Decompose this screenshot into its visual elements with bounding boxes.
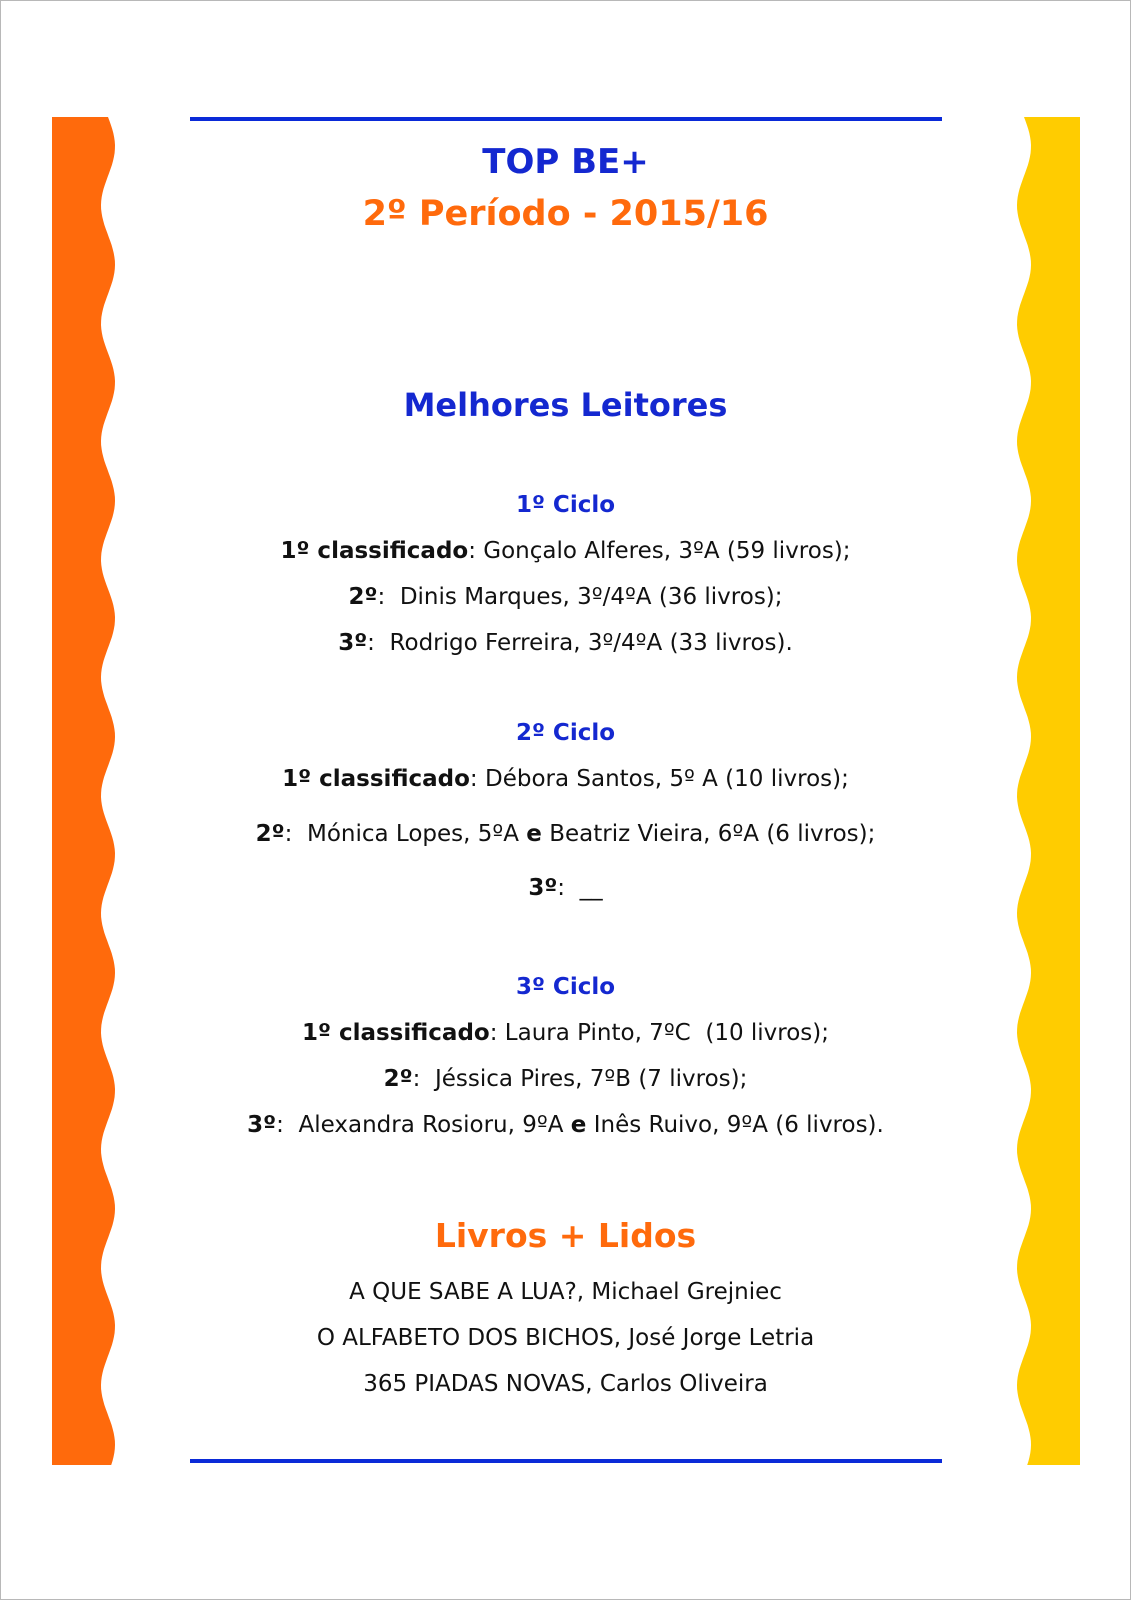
cycle2-entry-2 — [0, 823, 1131, 846]
rank-separator: : — [412, 1066, 435, 1092]
entry-text: Débora Santos, 5º A (10 livros); — [484, 766, 849, 792]
entry-text: Gonçalo Alferes, 3ºA (59 livros); — [483, 538, 851, 564]
entry-text: Laura Pinto, 7ºC (10 livros); — [504, 1020, 830, 1046]
book-item-3: 365 PIADAS NOVAS, Carlos Oliveira — [363, 1371, 768, 1397]
entry-joiner: e — [526, 821, 542, 847]
most-read-books-heading: Livros + Lidos — [434, 1216, 697, 1255]
page-period: 2º Período - 2015/16 — [362, 194, 769, 234]
rank-separator: : — [489, 1020, 505, 1046]
entry-text: Rodrigo Ferreira, 3º/4ºA (33 livros). — [389, 630, 793, 656]
book-item-1: A QUE SABE A LUA?, Michael Grejniec — [349, 1279, 782, 1305]
rank-label: 1º classificado — [280, 538, 469, 564]
rank-separator: : — [377, 584, 400, 610]
entry-text: Alexandra Rosioru, 9ºA — [298, 1112, 564, 1138]
rank-separator: : — [469, 766, 485, 792]
cycle3-entry-1 — [0, 1022, 1131, 1045]
best-readers-heading: Melhores Leitores — [403, 386, 728, 424]
cycle1-entry-2 — [0, 586, 1131, 609]
rank-label: 1º classificado — [282, 766, 470, 792]
left-stripe-shape — [52, 117, 115, 1465]
rank-label: 3º — [528, 875, 558, 901]
entry-joiner: e — [570, 1112, 587, 1138]
entry-text: Dinis Marques, 3º/4ºA (36 livros); — [399, 584, 783, 610]
book-item-2: O ALFABETO DOS BICHOS, José Jorge Letria — [316, 1325, 815, 1351]
cycle-heading-1: 1º Ciclo — [515, 492, 616, 518]
cycle1-entry-1 — [0, 540, 1131, 563]
cycle1-entry-3 — [0, 632, 1131, 655]
rank-label: 3º — [338, 630, 368, 656]
rank-separator: : — [367, 630, 390, 656]
rank-separator: : — [276, 1112, 299, 1138]
rank-label: 3º — [247, 1112, 277, 1138]
rank-label: 2º — [255, 821, 285, 847]
page-title: TOP BE+ — [482, 142, 649, 182]
entry-text: Jéssica Pires, 7ºB (7 livros); — [434, 1066, 748, 1092]
cycle3-entry-2 — [0, 1068, 1131, 1091]
cycle3-entry-3 — [0, 1114, 1131, 1137]
left-wavy-stripe — [52, 117, 124, 1465]
rank-label: 1º classificado — [301, 1020, 490, 1046]
entry-text-second: Beatriz Vieira, 6ºA (6 livros); — [549, 821, 876, 847]
right-stripe-shape — [1017, 117, 1080, 1465]
bottom-rule — [190, 1459, 942, 1463]
rank-label: 2º — [348, 584, 378, 610]
rank-separator: : — [284, 821, 307, 847]
cycle-heading-3: 3º Ciclo — [515, 974, 616, 1000]
rank-separator: : — [557, 875, 580, 901]
entry-text: __ — [579, 875, 603, 901]
top-rule — [190, 117, 942, 121]
cycle-heading-2: 2º Ciclo — [515, 720, 616, 746]
rank-label: 2º — [383, 1066, 413, 1092]
entry-text-second: Inês Ruivo, 9ºA (6 livros). — [593, 1112, 884, 1138]
cycle2-entry-1 — [0, 768, 1131, 791]
cycle2-entry-3 — [0, 877, 1131, 900]
entry-text: Mónica Lopes, 5ºA — [306, 821, 519, 847]
rank-separator: : — [468, 538, 484, 564]
right-wavy-stripe — [1008, 117, 1080, 1465]
